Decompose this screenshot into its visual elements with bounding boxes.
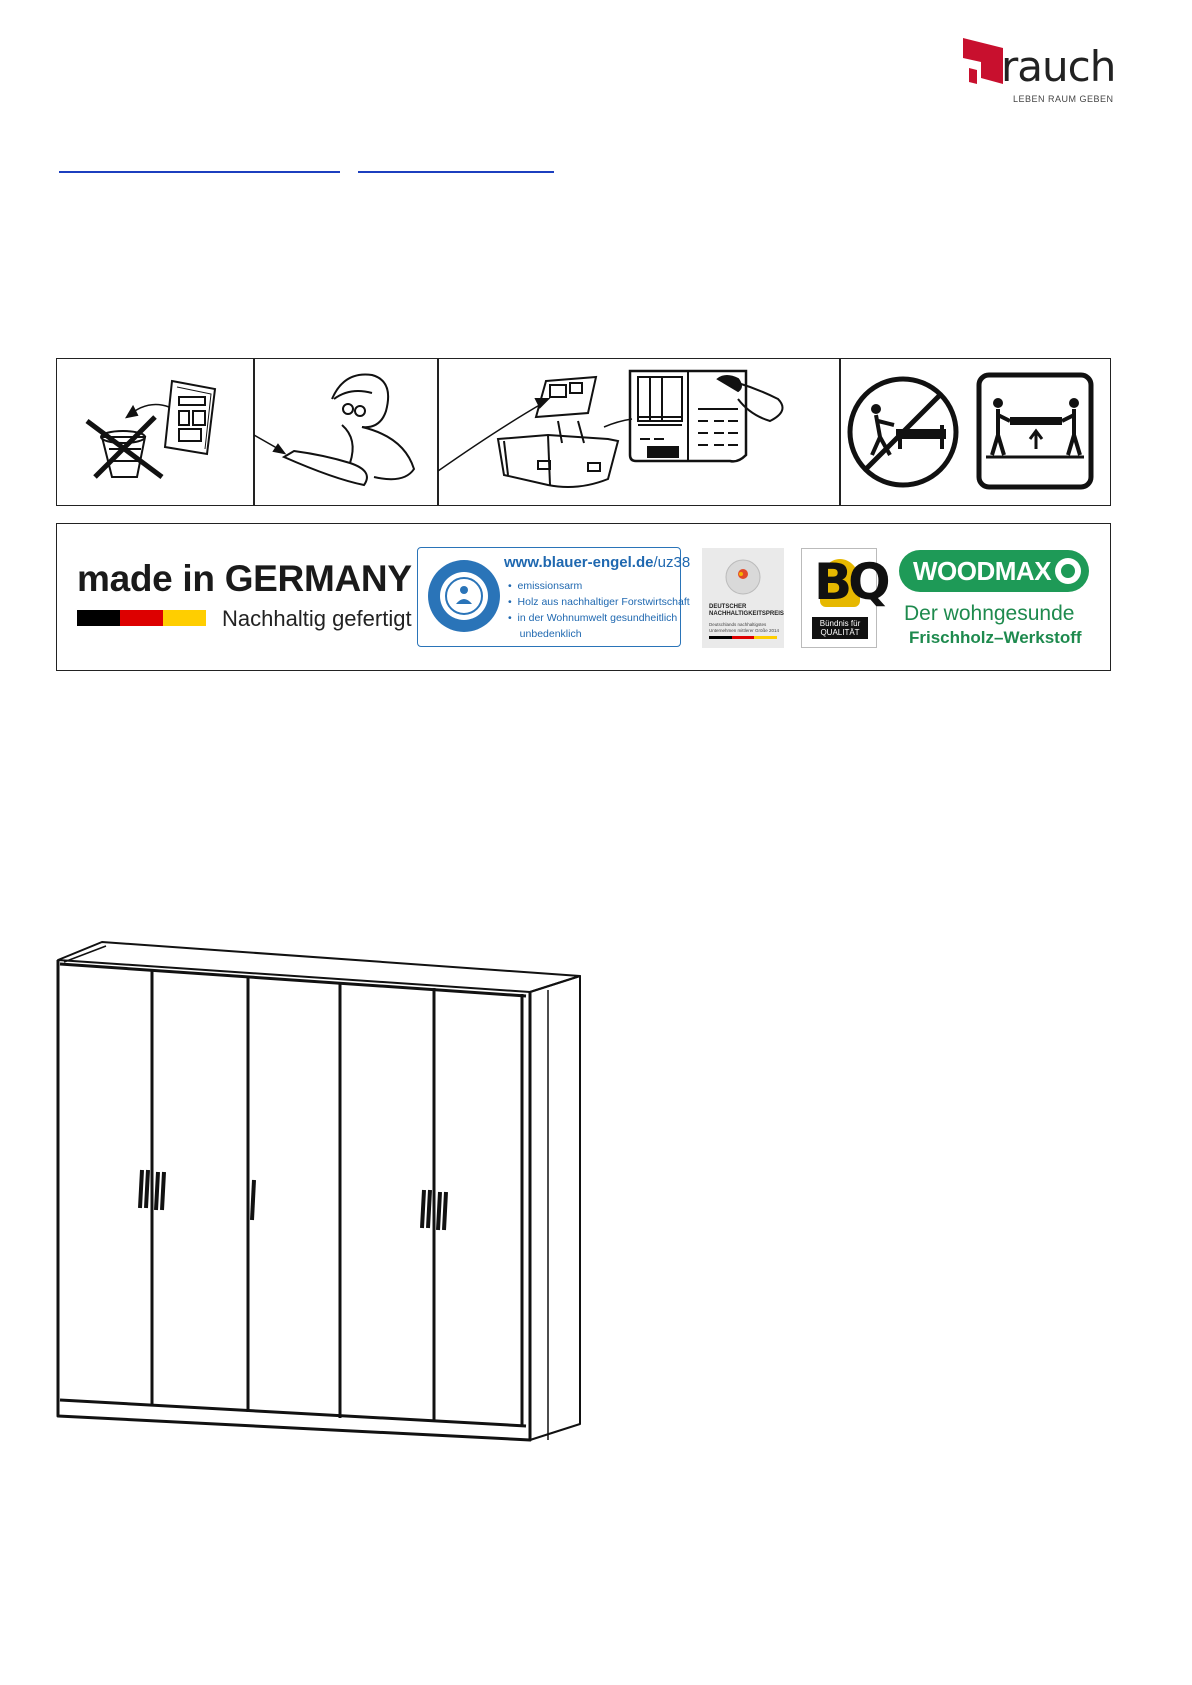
blauer-engel-bullets: [508, 578, 690, 642]
read-instructions-icon: [254, 359, 437, 504]
five-door-wardrobe-illustration: [50, 930, 590, 1460]
nachhaltigkeitspreis-badge: [702, 548, 784, 648]
award-title: DEUTSCHER NACHHALTIGKEITSPREIS: [709, 604, 784, 617]
blauer-engel-icon: [426, 558, 502, 634]
woodmax-tagline: Der wohngesunde: [904, 602, 1075, 625]
blauer-engel-url-suffix: /uz38: [653, 554, 691, 571]
list-item: • in der Wohnumwelt gesundheitlich: [508, 612, 678, 624]
do-not-push-furniture-lift-instead-icon: [840, 359, 1110, 504]
award-sphere-icon: [724, 558, 762, 596]
do-not-discard-instructions-icon: [57, 359, 253, 504]
award-subtitle: Deutschlands nachhaltigstes Unternehmen mittlerer Größe 2014: [709, 622, 780, 633]
award-flag-bar: [709, 636, 777, 639]
woodmax-leaf-icon: [1055, 558, 1081, 584]
list-item: unbedenklich: [519, 628, 582, 640]
brand-logo: [963, 38, 1116, 108]
list-item: • Holz aus nachhaltiger Forstwirtschaft: [508, 596, 690, 608]
woodmax-name: WOODMAX: [913, 556, 1052, 586]
certification-strip: [56, 523, 1111, 671]
bq-mark: BQ: [814, 553, 887, 611]
bq-caption: Bündnis für QUALITÄT: [812, 617, 868, 639]
blauer-engel-url[interactable]: [504, 554, 690, 571]
brand-name: rauch: [1001, 42, 1116, 91]
instruction-pictogram-strip: [56, 358, 1111, 506]
blauer-engel-url-main: www.blauer-engel.de: [504, 554, 654, 571]
link-underline-1[interactable]: [59, 171, 340, 173]
woodmax-material: Frischholz–Werkstoff: [909, 628, 1082, 647]
blauer-engel-label: [417, 547, 691, 647]
made-in-germany-subtitle: Nachhaltig gefertigt: [222, 606, 412, 631]
link-underline-2[interactable]: [358, 171, 554, 173]
german-flag-icon: [77, 610, 206, 626]
keep-instructions-and-parts-icon: [438, 359, 839, 504]
bq-quality-badge: [801, 548, 887, 648]
woodmax-badge: [899, 550, 1089, 592]
list-item: • emissionsarm: [508, 580, 583, 592]
brand-tagline: LEBEN RAUM GEBEN: [1013, 94, 1114, 104]
made-in-germany-title: made in GERMANY: [77, 558, 412, 599]
